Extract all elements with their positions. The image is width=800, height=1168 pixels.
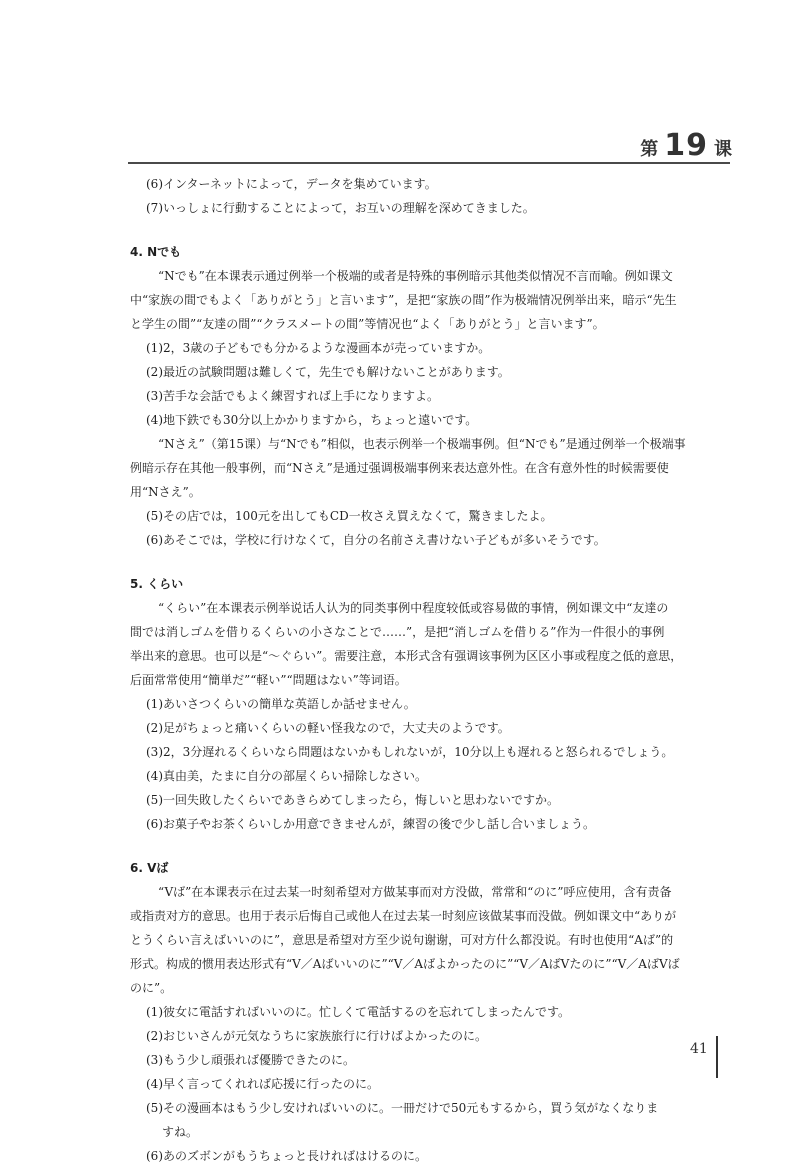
example-line: (3)もう少し頑張れば優勝できたのに。 [146, 1053, 355, 1067]
lesson-header [640, 128, 732, 163]
explanation-line: 形式。构成的惯用表达形式有“V／Aばいいのに”“V／Aばよかったのに”“V／AばVたのに”“V／AばVば [130, 957, 680, 971]
explanation-line: 后面常常使用“簡単だ”“軽い”“問題はない”等词语。 [130, 673, 407, 687]
example-line: (6)あのズボンがもうちょっと長ければはけるのに。 [146, 1149, 428, 1163]
explanation-line: 間では消しゴムを借りるくらいの小さなことで……”，是把“消しゴムを借りる”作为一件很小的事例 [130, 625, 665, 639]
example-line: (6)お菓子やお茶くらいしか用意できませんが，練習の後で少し話し合いましょう。 [146, 817, 596, 831]
example-line: (7)いっしょに行動することによって，お互いの理解を深めてきました。 [146, 201, 535, 215]
header-divider [128, 162, 730, 164]
example-line: (4)早く言ってくれれば応援に行ったのに。 [146, 1077, 379, 1091]
example-line: (4)地下鉄でも30分以上かかりますから，ちょっと遠いです。 [146, 413, 478, 427]
explanation-line: “Vば”在本课表示在过去某一时刻希望对方做某事而对方没做，常常和“のに”呼应使用，含有责备 [158, 885, 672, 899]
page-content [130, 172, 730, 1168]
example-line: (1)2，3歳の子どもでも分かるような漫画本が売っていますか。 [146, 341, 491, 355]
example-line: (5)一回失敗したくらいであきらめてしまったら，悔しいと思わないですか。 [146, 793, 560, 807]
example-line: (2)足がちょっと痛いくらいの軽い怪我なので，大丈夫のようです。 [146, 721, 510, 735]
note-line: 用“Nさえ”。 [130, 485, 201, 499]
page-number: 41 [690, 1041, 708, 1057]
explanation-line: のに”。 [130, 981, 173, 995]
example-line: (1)彼女に電話すればいいのに。忙しくて電話するのを忘れてしまったんです。 [146, 1005, 571, 1019]
explanation-line: 中“家族の間でもよく「ありがとう」と言います”，是把“家族の間”作为极端情况例举出来，暗示“先生 [130, 293, 677, 307]
note-line: 例暗示存在其他一般事例，而“Nさえ”是通过强调极端事例来表达意外性。在含有意外性的时候需要使 [130, 461, 669, 475]
note-line: “Nさえ”（第15课）与“Nでも”相似，也表示例举一个极端事例。但“Nでも”是通过例举一个极端事 [158, 437, 686, 451]
lesson-number: 19 [664, 128, 708, 163]
example-line: (2)おじいさんが元気なうちに家族旅行に行けばよかったのに。 [146, 1029, 488, 1043]
example-line: (6)インターネットによって，データを集めています。 [146, 177, 437, 191]
lesson-suffix: 课 [714, 139, 732, 160]
explanation-line: 举出来的意思。也可以是“～ぐらい”。需要注意，本形式含有强调该事例为区区小事或程度之低的意思， [130, 649, 683, 663]
explanation-line: “くらい”在本课表示例举说话人认为的同类事例中程度较低或容易做的事情，例如课文中“友達の [158, 601, 669, 615]
example-line: (4)真由美，たまに自分の部屋くらい掃除しなさい。 [146, 769, 428, 783]
explanation-line: 或指责对方的意思。也用于表示后悔自己或他人在过去某一时刻应该做某事而没做。例如课文中“ありが [130, 909, 677, 923]
example-line: (6)あそこでは，学校に行けなくて，自分の名前さえ書けない子どもが多いそうです。 [146, 533, 606, 547]
lesson-prefix: 第 [640, 139, 659, 160]
example-line: (2)最近の試験問題は難しくて，先生でも解けないことがあります。 [146, 365, 510, 379]
explanation-line: と学生の間”“友達の間”“クラスメートの間”等情况也“よく「ありがとう」と言います”。 [130, 317, 605, 331]
section-title: 4. Nでも [130, 245, 182, 259]
example-line: (3)苦手な会話でもよく練習すれば上手になりますよ。 [146, 389, 440, 403]
footer-divider [716, 1036, 718, 1078]
example-line: (5)その漫画本はもう少し安ければいいのに。一冊だけで50元もするから，買う気がなくなりま [146, 1101, 659, 1115]
example-line: (3)2，3分遅れるくらいなら問題はないかもしれないが，10分以上も遅れると怒られるでしょう。 [146, 745, 674, 759]
section-title: 5. くらい [130, 577, 184, 591]
explanation-line: “Nでも”在本课表示通过例举一个极端的或者是特殊的事例暗示其他类似情况不言而喻。例如课文 [158, 269, 673, 283]
example-line: すね。 [162, 1125, 199, 1139]
section-title: 6. Vば [130, 861, 169, 875]
example-line: (5)その店では，100元を出してもCD一枚さえ買えなくて，驚きましたよ。 [146, 509, 553, 523]
explanation-line: とうくらい言えばいいのに”，意思是希望对方至少说句谢谢，可对方什么都没说。有时也使用“Aば”的 [130, 933, 674, 947]
example-line: (1)あいさつくらいの簡単な英語しか話せません。 [146, 697, 416, 711]
